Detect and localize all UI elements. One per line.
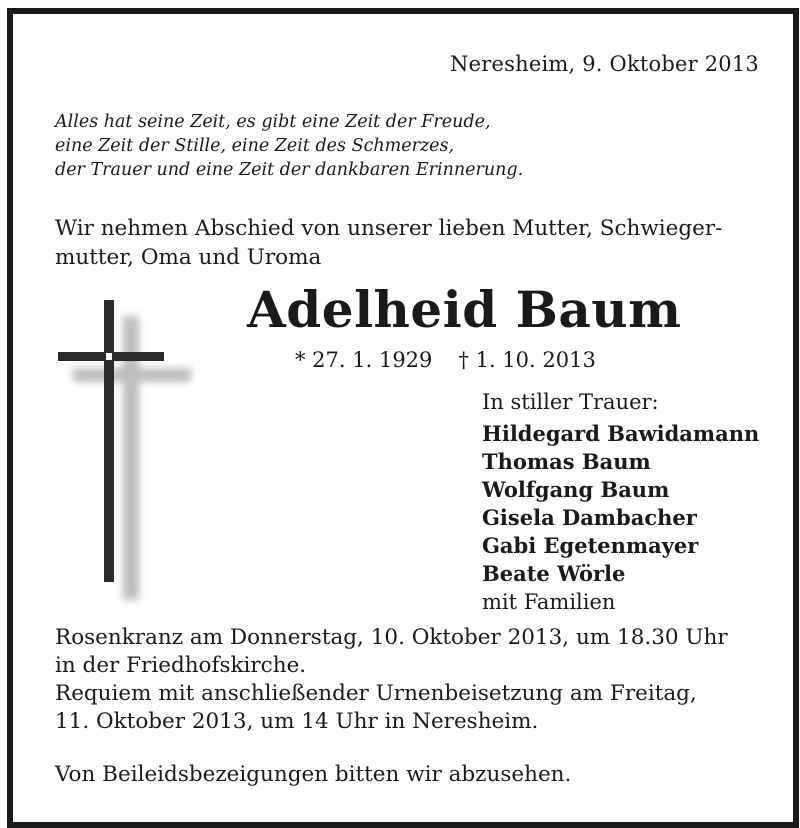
cross-icon (55, 292, 195, 612)
service-line: in der Friedhofskirche. (55, 653, 307, 678)
mourners-block (482, 388, 759, 616)
motto-line: der Trauer und eine Zeit der dankbaren Erinnerung. (55, 160, 524, 180)
place-date: Neresheim, 9. Oktober 2013 (450, 52, 759, 76)
families-note: mit Familien (482, 590, 616, 614)
motto-line: Alles hat seine Zeit, es gibt eine Zeit der Freude, (55, 112, 491, 132)
mourner-name: Beate Wörle (482, 561, 626, 586)
life-dates (295, 348, 596, 372)
motto-line: eine Zeit der Stille, eine Zeit des Schmerzes, (55, 136, 455, 156)
service-details (55, 624, 728, 736)
service-line: Rosenkranz am Donnerstag, 10. Oktober 2013, um 18.30 Uhr (55, 625, 728, 650)
mourning-label: In stiller Trauer: (482, 390, 659, 414)
motto-verse (55, 110, 523, 182)
intro-line: Wir nehmen Abschied von unserer lieben Mutter, Schwieger- (55, 216, 723, 241)
mourner-name: Gisela Dambacher (482, 505, 697, 530)
closing-note: Von Beileidsbezeigungen bitten wir abzusehen. (55, 762, 572, 787)
intro-line: mutter, Oma und Uroma (55, 245, 322, 270)
deceased-name: Adelheid Baum (247, 280, 682, 339)
intro-text (55, 214, 775, 272)
mourner-name: Hildegard Bawidamann (482, 421, 760, 446)
mourner-name: Thomas Baum (482, 449, 651, 474)
birth-date: * 27. 1. 1929 (295, 348, 433, 372)
service-line: Requiem mit anschließender Urnenbeisetzung am Freitag, (55, 681, 697, 706)
obituary-notice (7, 8, 799, 828)
mourner-name: Wolfgang Baum (482, 477, 670, 502)
service-line: 11. Oktober 2013, um 14 Uhr in Neresheim. (55, 709, 539, 734)
death-date: † 1. 10. 2013 (458, 348, 596, 372)
mourner-name: Gabi Egetenmayer (482, 533, 699, 558)
